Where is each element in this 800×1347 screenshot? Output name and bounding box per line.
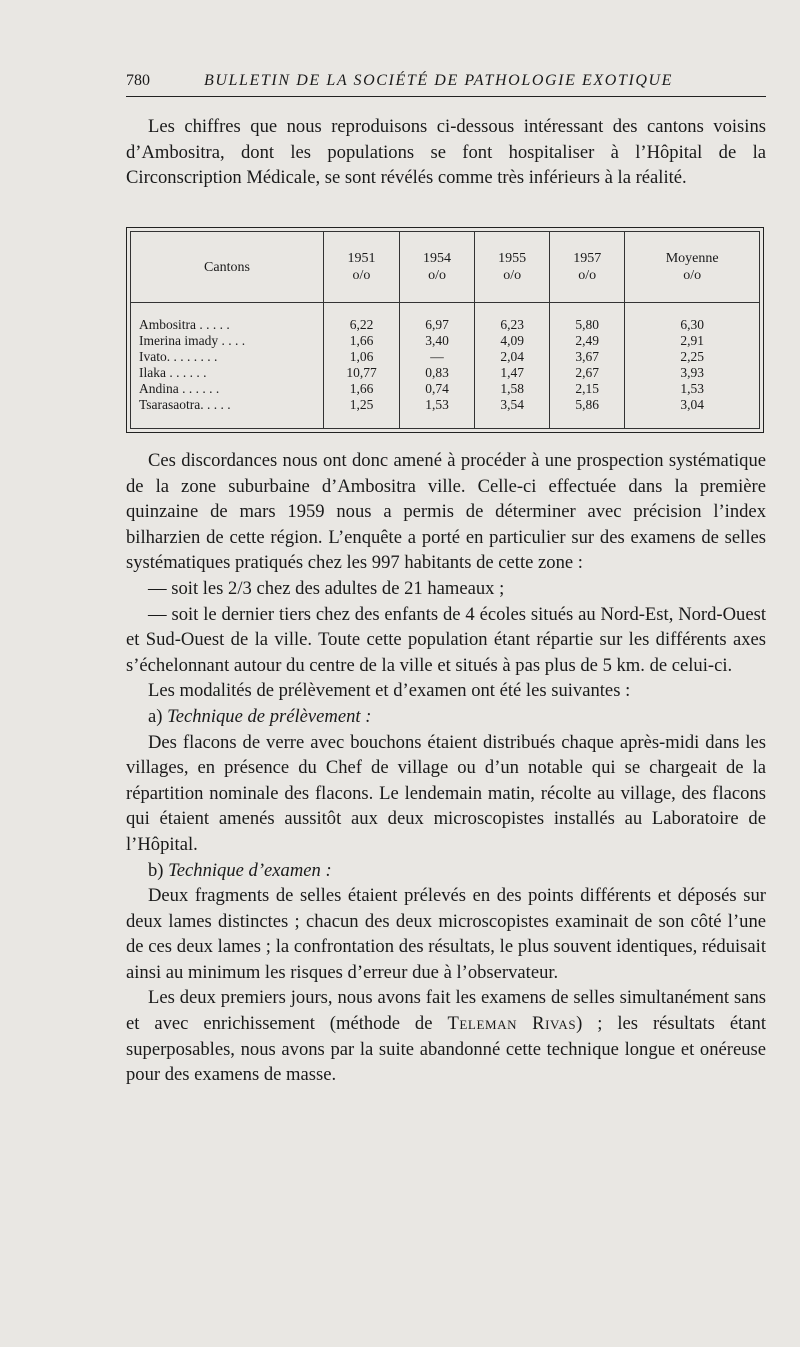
paragraph-dash-children: — soit le dernier tiers chez des enfants de 4 écoles situés au Nord-Est, Nord-Ouest et Sud-Ouest de la ville. Toute cette population étant répartie sur les différents axes s’échelonnant autour du centre de la ville et situés à pas plus de 5 km. de celui-ci.: [126, 603, 766, 676]
header-col-5: [625, 232, 759, 303]
header-col-5-label: Moyenne: [665, 251, 719, 266]
row-value: 5,86: [550, 397, 625, 413]
row-value: 3,40: [400, 333, 475, 349]
row-canton: Ilaka . . . . . .: [139, 365, 207, 380]
running-title: BULLETIN DE LA SOCIÉTÉ DE PATHOLOGIE EXOTIQUE: [204, 72, 674, 89]
header-col-3-label: 1955: [498, 251, 527, 266]
table-row: [131, 349, 759, 365]
row-value: 1,06: [324, 349, 400, 365]
header-col-4: [550, 232, 625, 303]
row-value: 1,66: [324, 333, 400, 349]
row-value: 1,53: [400, 397, 475, 413]
paragraph-dash-adults: — soit les 2/3 chez des adultes de 21 hameaux ;: [148, 577, 505, 599]
author-name-rivas: Rivas: [532, 1013, 577, 1035]
row-value: 2,91: [625, 333, 759, 349]
running-header: [126, 70, 766, 97]
row-value: —: [400, 349, 475, 365]
row-value: 3,04: [625, 397, 759, 413]
author-name-teleman: Teleman: [447, 1013, 518, 1035]
row-value: 6,97: [400, 317, 475, 333]
row-canton: Imerina imady . . . .: [139, 333, 246, 348]
table-row: [131, 365, 759, 381]
section-a-label: a): [148, 705, 163, 727]
section-b-text: Deux fragments de selles étaient prélevés en des points différents et déposés sur deux lames distinctes ; chacun des deux microscopistes examinait de son côté l’une de ces deux lames ; la confrontation des résultats, le plus souvent identiques, réduisait ainsi au minimum les risques d’erreur due à l’observateur.: [126, 885, 766, 983]
row-value: 1,53: [625, 381, 759, 397]
header-col-2-unit: o/o: [428, 268, 446, 283]
header-col-4-label: 1957: [573, 251, 602, 266]
row-canton: Ivato. . . . . . . .: [139, 349, 218, 364]
paragraph-last: [126, 985, 766, 1087]
row-value: 2,25: [625, 349, 759, 365]
row-value: 2,15: [550, 381, 625, 397]
cantons-table-frame: [126, 227, 764, 433]
main-text-block: [126, 448, 766, 1088]
row-value: 1,58: [475, 381, 550, 397]
table-header-row: [131, 232, 759, 303]
intro-paragraph: Les chiffres que nous reproduisons ci-dessous intéressant des cantons voisins d’Ambositra, dont les populations se font hospitaliser à l’Hôpital de la Circonscription Médicale, se sont révélés comme très inférieurs à la réalité.: [126, 116, 766, 189]
header-cantons: Cantons: [131, 232, 324, 303]
header-col-1-label: 1951: [347, 251, 376, 266]
table-spacer-bottom: [131, 413, 759, 428]
section-a-heading: [126, 704, 766, 730]
header-col-2: [400, 232, 475, 303]
intro-paragraph-block: [126, 114, 766, 191]
table-spacer-top: [131, 303, 759, 318]
section-b-title: Technique d’examen :: [168, 859, 332, 881]
cantons-table-inner-frame: [130, 231, 760, 429]
row-canton: Ambositra . . . . .: [139, 317, 230, 332]
page-number: 780: [126, 72, 150, 89]
header-col-2-label: 1954: [423, 251, 452, 266]
header-col-4-unit: o/o: [578, 268, 597, 283]
section-b-heading: [126, 858, 766, 884]
section-a-title: Technique de prélèvement :: [167, 705, 372, 727]
section-b-label: b): [148, 859, 164, 881]
paragraph-last-start: Les deux premiers jours, nous avons fait les examens de selles simultanément sans et avec enrichissement (méthode de: [126, 987, 766, 1035]
cantons-table: [131, 232, 759, 428]
row-value: 6,22: [324, 317, 400, 333]
row-value: 2,67: [550, 365, 625, 381]
row-value: 0,74: [400, 381, 475, 397]
table-row: [131, 317, 759, 333]
row-value: 6,23: [475, 317, 550, 333]
paragraph-last-end: ) ; les résultats étant superposables, nous avons par la suite abandonné cette technique longue et onéreuse pour des examens de masse.: [126, 1013, 766, 1086]
row-value: 2,04: [475, 349, 550, 365]
header-col-5-unit: o/o: [683, 268, 702, 283]
row-value: 6,30: [625, 317, 759, 333]
row-value: 2,49: [550, 333, 625, 349]
header-col-3: [475, 232, 550, 303]
table-row: [131, 381, 759, 397]
row-canton: Tsarasaotra. . . . .: [139, 397, 231, 412]
section-a-text: Des flacons de verre avec bouchons étaient distribués chaque après-midi dans les villages, en présence du Chef de village ou d’un notable qui se chargeait de la répartition nominale des flacons. Le lendemain matin, récolte au village, des flacons qui étaient amenés aussitôt aux deux microscopistes installés au Laboratoire de l’Hôpital.: [126, 731, 766, 855]
row-value: 3,54: [475, 397, 550, 413]
row-value: 1,66: [324, 381, 400, 397]
header-col-1-unit: o/o: [352, 268, 371, 283]
row-value: 3,93: [625, 365, 759, 381]
row-value: 4,09: [475, 333, 550, 349]
row-value: 0,83: [400, 365, 475, 381]
header-col-1: [324, 232, 400, 303]
row-value: 5,80: [550, 317, 625, 333]
header-col-3-unit: o/o: [503, 268, 522, 283]
paragraph-discordances: Ces discordances nous ont donc amené à procéder à une prospection systématique de la zone suburbaine d’Ambositra ville. Celle-ci effectuée dans la première quinzaine de mars 1959 nous a permis de déterminer avec précision l’index bilharzien de cette région. L’enquête a porté en particulier sur des examens de selles systématiques pratiqués chez les 997 habitants de cette zone :: [126, 450, 766, 574]
row-value: 3,67: [550, 349, 625, 365]
row-value: 1,25: [324, 397, 400, 413]
row-value: 1,47: [475, 365, 550, 381]
row-canton: Andina . . . . . .: [139, 381, 220, 396]
row-value: 10,77: [324, 365, 400, 381]
table-row: [131, 333, 759, 349]
table-row: [131, 397, 759, 413]
paragraph-modalites: Les modalités de prélèvement et d’examen ont été les suivantes :: [148, 680, 631, 702]
